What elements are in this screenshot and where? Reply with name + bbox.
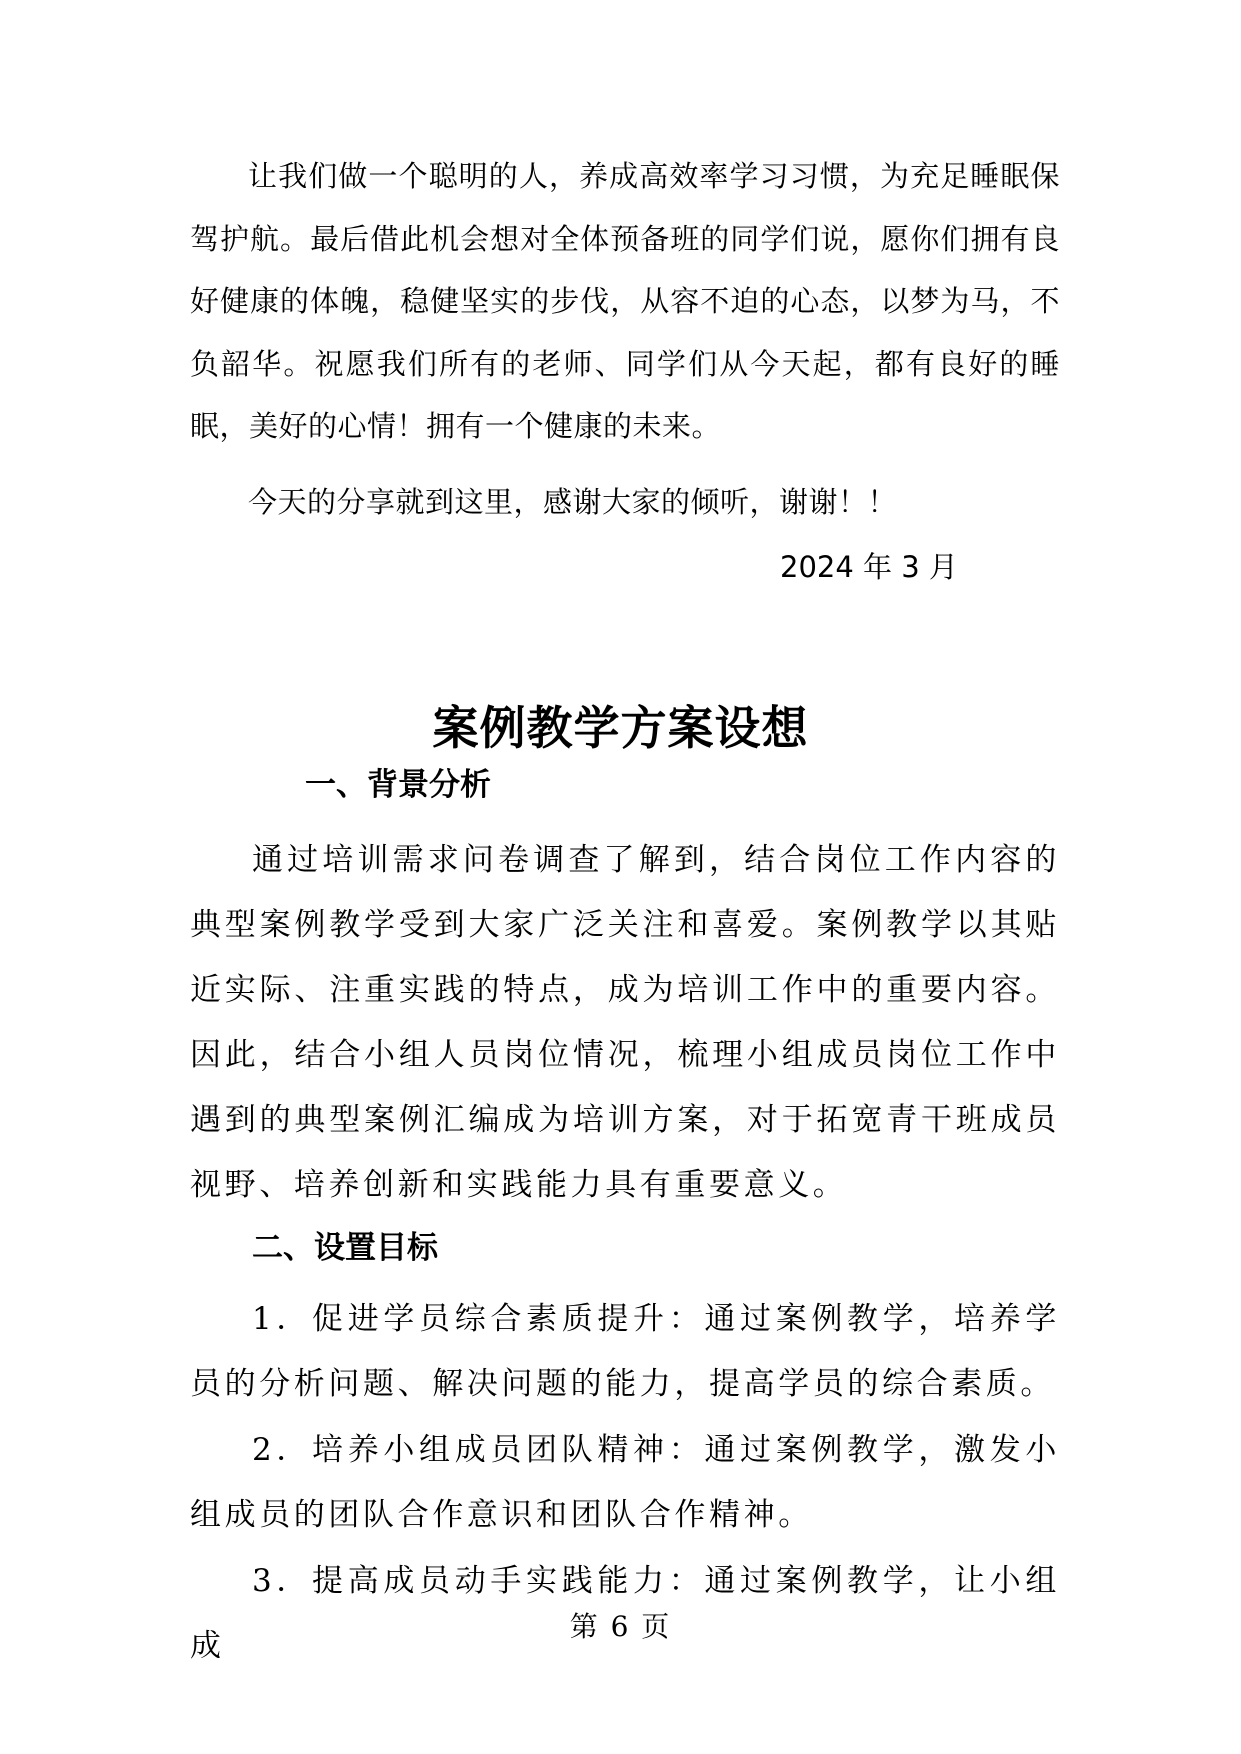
document-title: 案例教学方案设想 bbox=[432, 701, 809, 755]
closing-paragraph-1-container bbox=[190, 145, 1060, 458]
page-number: 第 6 页 bbox=[569, 1610, 672, 1643]
section-1-heading: 一、背景分析 bbox=[305, 767, 491, 803]
goal-item-1-container bbox=[190, 1287, 1060, 1417]
goal-item-2: 2．培养小组成员团队精神：通过案例教学，激发小组成员的团队合作意识和团队合作精神。 bbox=[190, 1432, 1060, 1533]
section-1-body-container bbox=[190, 828, 1060, 1218]
goal-item-1: 1．促进学员综合素质提升：通过案例教学，培养学员的分析问题、解决问题的能力，提高学员的综合素质。 bbox=[190, 1301, 1060, 1402]
section-1-body: 通过培训需求问卷调查了解到，结合岗位工作内容的典型案例教学受到大家广泛关注和喜爱。案例教学以其贴近实际、注重实践的特点，成为培训工作中的重要内容。因此，结合小组人员岗位情况，梳理小组成员岗位工作中遇到的典型案例汇编成为培训方案，对于拓宽青干班成员视野、培养创新和实践能力具有重要意义。 bbox=[190, 842, 1060, 1203]
closing-paragraph-2-container bbox=[190, 471, 1060, 534]
goal-item-3: 3．提高成员动手实践能力：通过案例教学，让小组成 bbox=[190, 1563, 1060, 1664]
closing-paragraph-2: 今天的分享就到这里，感谢大家的倾听，谢谢！！ bbox=[248, 485, 898, 519]
closing-paragraph-1: 让我们做一个聪明的人，养成高效率学习习惯，为充足睡眠保驾护航。最后借此机会想对全体预备班的同学们说，愿你们拥有良好健康的体魄，稳健坚实的步伐，从容不迫的心态，以梦为马，不负韶华。祝愿我们所有的老师、同学们从今天起，都有良好的睡眠，美好的心情！拥有一个健康的未来。 bbox=[190, 159, 1060, 443]
closing-date: 2024 年 3 月 bbox=[780, 550, 958, 584]
goal-item-2-container bbox=[190, 1418, 1060, 1548]
section-2-heading: 二、设置目标 bbox=[252, 1230, 438, 1266]
